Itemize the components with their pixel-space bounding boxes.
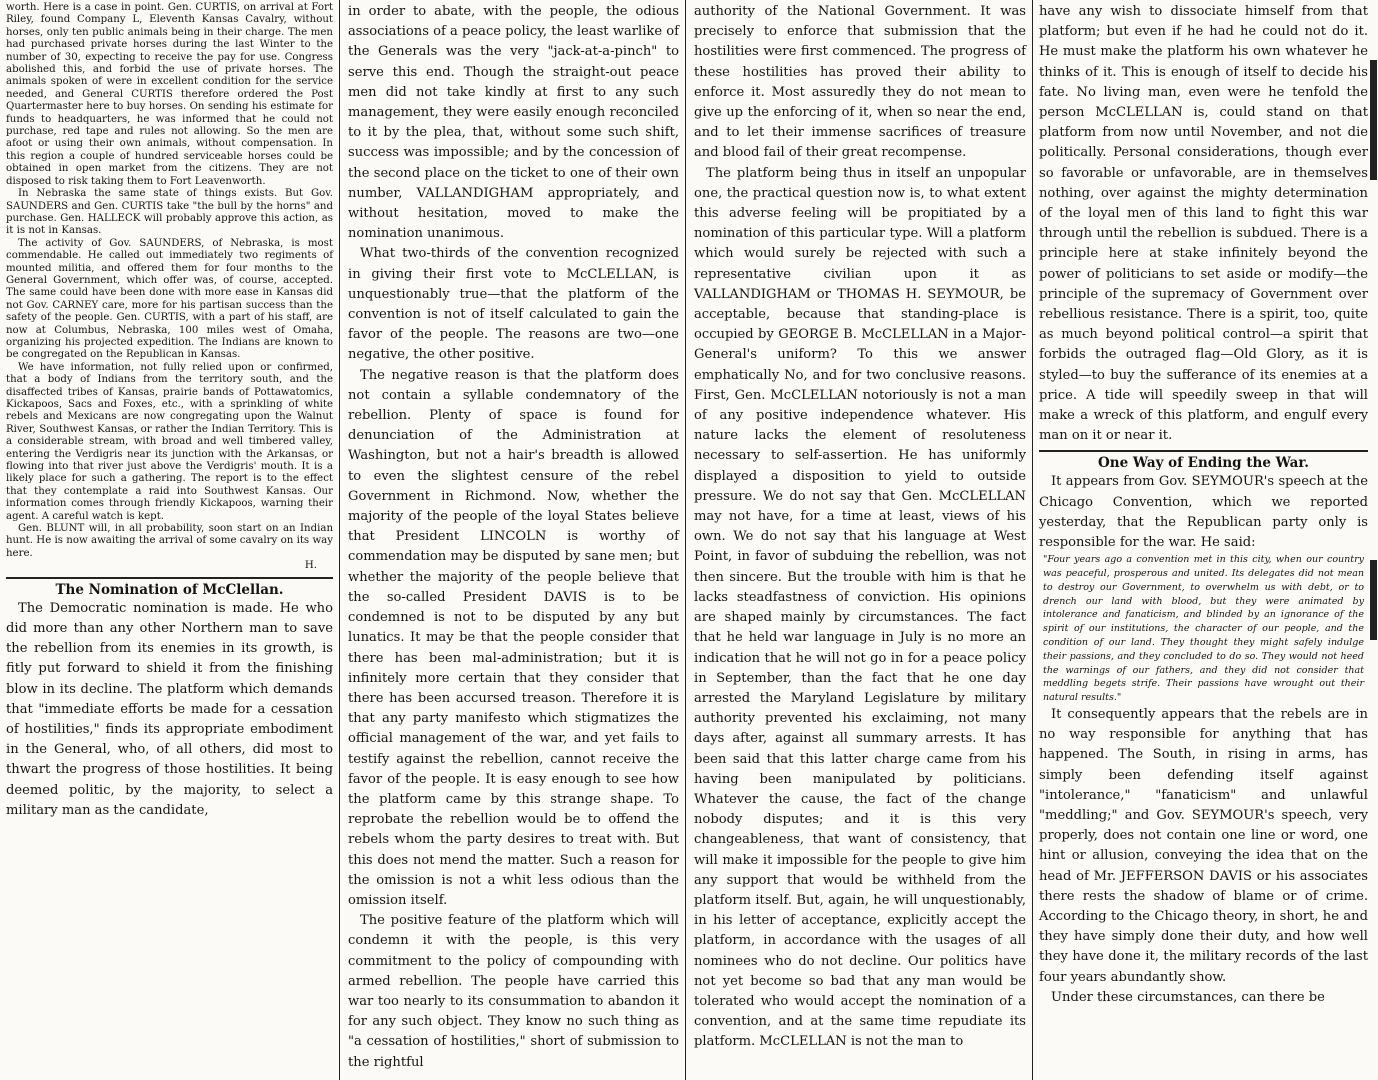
article-paragraph: worth. Here is a case in point. Gen. CURTIS, on arrival at Fort Riley, found Company L, Eleventh Kansas Cavalry, without horses, only ten public animals being in their charge. The men had purchased private horses during the last Winter to the number of 30, expecting to receive the pay for use. Congress abolished this, and forbid the use of private horses. The animals spoken of were in excellent condition for the service needed, and General CURTIS therefore ordered the Post Quartermaster here to buy horses. On sending his estimate for funds to headquarters, he was informed that he could not purchase, red tape and rules not allowing. So the men are afoot or using their own animals, without compensation. In this region a couple of hundred serviceable horses could be obtained in open market from the citizens. They are not disposed to risk taking them to Fort Leavenworth. [6, 2, 333, 187]
article-divider [6, 577, 333, 579]
article-paragraph: In Nebraska the same state of things exists. But Gov. SAUNDERS and Gen. CURTIS take "the bull by the horns" and purchase. Gen. HALLECK will probably approve this action, as it is not in Kansas. [6, 188, 333, 237]
article-paragraph: The activity of Gov. SAUNDERS, of Nebraska, is most commendable. He called out immediately two regiments of mounted militia, and offered them for four months to the General Government, which offer was, of course, accepted. The same could have been done with more ease in Kansas did not Gov. CARNEY care, more for his partisan success than the safety of the people. Gen. CURTIS, with a part of his staff, are now at Columbus, Nebraska, 100 miles west of Omaha, organizing his projected expedition. The Indians are known to be congregated on the Republican in Kansas. [6, 237, 333, 361]
correspondent-signature: H. [304, 560, 317, 572]
article-paragraph: in order to abate, with the people, the odious associations of a peace policy, the least warlike of the Generals was the very "jack-at-a-pinch" to serve this end. Though the straight-out peace men did not take kindly at first to any such management, they were easily enough reconciled to it by the plea, that, without some such shift, success was impossible; and by the concession of the second place on the ticket to one of their own number, VALLANDIGHAM appropriately, and without hesitation, moved to make the nomination unanimous. [348, 4, 679, 242]
column-4 [1033, 0, 1378, 1080]
article-paragraph: The Democratic nomination is made. He who did more than any other Northern man to save the rebellion from its enemies in its growth, is fitly put forward to shield it from the finishing blow in its decline. The platform which demands that "immediate efforts be made for a cessation of hostilities," finds its appropriate embodiment in the General, who, of all others, did most to thwart the progress of those hostilities. It being deemed politic, by the majority, to select a military man as the candidate, [6, 600, 333, 818]
article-paragraph: We have information, not fully relied upon or confirmed, that a body of Indians from the territory south, and the disaffected tribes of Kansas, prairie bands of Pottawatomics, Kickapoos, Sacs and Foxes, etc., with a sprinkling of white rebels and Mexicans are now congregating upon the Walnut River, Southwest Kansas, or rather the Indian Territory. This is a considerable stream, with broad and well timbered valley, entering the Verdigris near its junction with the Arkansas, or flowing into that river just above the Verdigris' mouth. It is a likely place for such a gathering. The report is to the effect that they contemplate a raid into Southwest Kansas. Our information comes through friendly Kickapoos, warning their agent. A careful watch is kept. [6, 361, 333, 522]
article-paragraph: It consequently appears that the rebels are in no way responsible for anything that has happened. The South, in rising in arms, has simply been defending itself against "intolerance," "fanaticism" and unlawful "meddling;" and Gov. SEYMOUR's speech, very properly, does not contain one line or word, one hint or allusion, conveying the idea that on the head of Mr. JEFFERSON DAVIS or his associates there rests the shadow of blame or of crime. According to the Chicago theory, in short, he and they have simply done their duty, and how well they have done it, the military records of the last four years abundantly show. [1039, 707, 1368, 985]
article-paragraph: The positive feature of the platform which will condemn it with the people, is this very commitment to the policy of compounding with armed rebellion. The people have carried this war too nearly to its consummation to abandon it for any such object. They know no such thing as "a cessation of hostilities," short of submission to the rightful [348, 913, 679, 1070]
article-paragraph: The negative reason is that the platform does not contain a syllable condemnatory of the rebellion. Plenty of space is found for denunciation of the Administration at Washington, but not a hair's breadth is allowed to even the slightest censure of the rebel Government in Richmond. Now, whether the majority of the people of the loyal States believe that President LINCOLN is worthy of commendation may be disputed by sane men; but whether the majority of the people believe that the so-called President DAVIS is to be condemned is not to be disputed by any but lunatics. It may be that the people consider that there has been mal-administration; but it is infinitely more certain that they consider that there has been accursed treason. Therefore it is that any party manifesto which stigmatizes the official management of the war, and yet fails to testify against the rebellion, cannot receive the favor of the people. It is easy enough to see how the platform came by this strange shape. To reprobate the rebellion would be to offend the rebels whom the party desires to treat with. But this does not mend the matter. Such a reason for the omission is not a whit less odious than the omission itself. [348, 367, 679, 908]
article-divider [1039, 450, 1368, 452]
speech-quotation: "Four years ago a convention met in this city, when our country was peaceful, prosperous and united. Its delegates did not mean to destroy our Government, to overwhelm us with debt, or to drench our land with blood, but they were animated by intolerance and fanaticism, and blinded by an ignorance of the spirit of our institutions, the character of our people, and the condition of our land. They thought they might safely indulge their passions, and they concluded to do so. They would not heed the warnings of our fathers, and they did not consider that meddling begets strife. Their passions have wrought out their natural results." [1043, 554, 1364, 704]
column-3 [686, 0, 1032, 1080]
column-1 [0, 0, 339, 1080]
article-paragraph: authority of the National Government. It was precisely to enforce that submission that the hostilities were first commenced. The progress of these hostilities has proved their ability to enforce it. Most assuredly they do not mean to give up the enforcing of it, when so near the end, and to let their immense sacrifices of treasure and blood fail of their great recompense. [694, 4, 1026, 161]
article-paragraph: have any wish to dissociate himself from that platform; but even if he had he could not do it. He must make the platform his own whatever he thinks of it. This is enough of itself to decide his fate. No living man, even were he tenfold the person McCLELLAN is, could stand on that platform from now until November, and not die politically. Personal considerations, though ever so favorable or unfavorable, are in themselves nothing, over against the mighty determination of the loyal men of this land to fight this war through until the rebellion is subdued. There is a principle here at stake infinitely beyond the power of politicians to set aside or modify—the principle of the supremacy of Government over rebellious resistance. There is a spirit, too, quite as much beyond political control—a spirit that forbids the outraged flag—Old Glory, as it is styled—to buy the sufferance of its enemies at a price. A tide will speedily sweep in that will make a wreck of this platform, and engulf every man on it or near it. [1039, 4, 1368, 444]
article-paragraph: It appears from Gov. SEYMOUR's speech at the Chicago Convention, which we reported yesterday, that the Republican party only is responsible for the war. He said: [1039, 474, 1368, 551]
article-heading: One Way of Ending the War. [1098, 455, 1309, 472]
article-paragraph: Under these circumstances, can there be [1051, 989, 1325, 1005]
article-paragraph: Gen. BLUNT will, in all probability, soon start on an Indian hunt. He is now awaiting the arrival of some cavalry on its way here. [6, 523, 333, 559]
column-2 [340, 0, 685, 1080]
article-heading: The Nomination of McClellan. [55, 581, 284, 598]
article-paragraph: The platform being thus in itself an unpopular one, the practical question now is, to what extent this adverse feeling will be propitiated by a nomination of this particular type. Will a platform which would surely be rejected with such a representative civilian upon it as VALLANDIGHAM or THOMAS H. SEYMOUR, be acceptable, because that standing-place is occupied by GEORGE B. McCLELLAN in a Major-General's uniform? To this we answer emphatically No, and for two conclusive reasons. First, Gen. McCLELLAN notoriously is not a man of any positive independence whatever. His nature lacks the element of resoluteness necessary to self-assertion. He has uniformly displayed a disposition to yield to outside pressure. We do not say that Gen. McCLELLAN may not have, for a time at least, views of his own. We do not say that his language at West Point, in favor of subduing the rebellion, was not then sincere. But the trouble with him is that he lacks steadfastness of conviction. His opinions are shaped mainly by circumstances. The fact that he held war language in July is no more an indication that he will not go in for a peace policy in September, than the fact that he one day arrested the Maryland Legislature by military authority prevented his exclaiming, not many days after, against all summary arrests. It has been said that this latter charge came from his having been manipulated by politicians. Whatever the cause, the fact of the change nobody disputes; and it is this very changeableness, that want of consistency, that will make it impossible for the people to give him any support that would be withheld from the platform itself. But, again, he will unquestionably, in his letter of acceptance, explicitly accept the platform, in accordance with the usages of all nominees who do not decline. Our politics have not yet become so bad that any man would be tolerated who would accept the nomination of a convention, and at the same time repudiate its platform. McCLELLAN is not the man to [694, 165, 1026, 1050]
article-paragraph: What two-thirds of the convention recognized in giving their first vote to McCLELLAN, is unquestionably true—that the platform of the convention is not of itself calculated to gain the favor of the people. The reasons are two—one negative, the other positive. [348, 246, 679, 363]
